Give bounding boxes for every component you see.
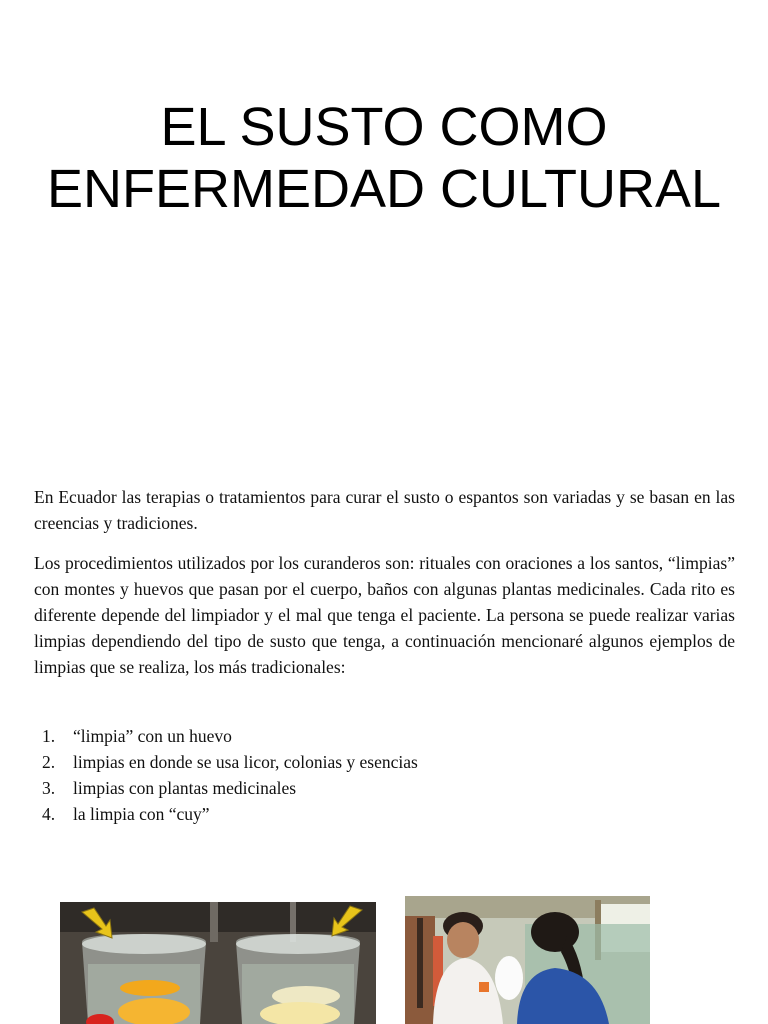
list-text-pre: limpias con plantas medicinales	[73, 778, 297, 798]
list-text-post: ”	[201, 804, 210, 824]
list-text-pre: la limpia con “	[73, 804, 177, 824]
limpia-ritual-illustration	[405, 896, 650, 1024]
list-text	[73, 775, 296, 801]
list-item	[34, 775, 418, 801]
list-number: 2.	[42, 752, 56, 772]
quote-close: ”	[727, 553, 735, 573]
list-text-post: ” con un huevo	[125, 726, 232, 746]
procedures-text-2: con montes y huevos que pasan por el cuerpo, baños con algunas plantas medicinales. Cada rito es diferente depende del limpiador y el mal que tenga el paciente. La persona se puede realizar varias limpias dependiendo del tipo de susto que tenga, a continuación mencionaré algunos ejemplos de limpias que se realiza, los más tradicionales:	[34, 579, 735, 677]
title-line-2: ENFERMEDAD CULTURAL	[46, 159, 722, 219]
list-number: 4.	[42, 804, 56, 824]
egg-glasses-photo	[60, 902, 376, 1024]
list-number: 3.	[42, 778, 56, 798]
limpia-ritual-photo	[405, 896, 650, 1024]
list-item	[34, 801, 418, 827]
list-number: 1.	[42, 726, 56, 746]
intro-paragraph: En Ecuador las terapias o tratamientos para curar el susto o espantos son variadas y se basan en las creencias y tradiciones.	[34, 487, 735, 533]
procedures-text-1: Los procedimientos utilizados por los curanderos son: rituales con oraciones a los santos,	[34, 553, 668, 573]
title-line-1: EL SUSTO COMO	[160, 97, 608, 157]
list-text-pre: limpias en donde se usa licor, colonias y esencias	[73, 752, 418, 772]
list-item	[34, 723, 418, 749]
list-item	[34, 749, 418, 775]
quote-open: “	[667, 553, 676, 573]
list-text	[73, 723, 232, 749]
list-text-term: limpia	[80, 726, 126, 746]
list-text-term: cuy	[176, 804, 202, 824]
list-text	[73, 749, 418, 775]
egg-glasses-illustration	[60, 902, 376, 1024]
list-text-pre: “	[73, 726, 81, 746]
page-title	[0, 96, 768, 220]
procedures-paragraph	[34, 550, 735, 680]
limpias-list	[34, 723, 418, 827]
list-text	[73, 801, 210, 827]
limpias-term: limpias	[675, 553, 728, 573]
